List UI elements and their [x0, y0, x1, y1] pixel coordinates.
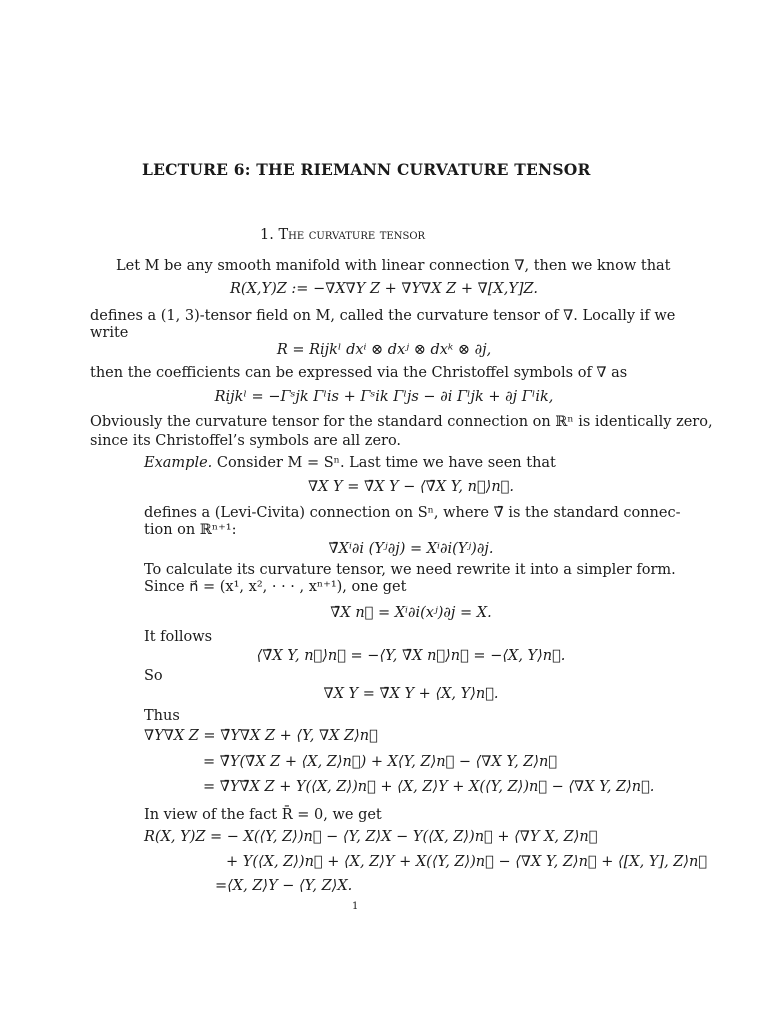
- paragraph-line: It follows: [144, 629, 213, 645]
- equation-second-derivative-3: = ∇̄Y∇̄X Z + Y(⟨X, Z⟩)n⃗ + ⟨X, Z⟩Y + X(⟨Y, Z⟩)n⃗ − ⟨∇X Y, Z⟩n⃗.: [203, 779, 655, 795]
- section-heading: [260, 227, 425, 244]
- paragraph-line: Obviously the curvature tensor for the standard connection on ℝⁿ is identically zero,: [90, 414, 713, 430]
- equation-simplified-connection: ∇X Y = ∇̄X Y + ⟨X, Y⟩n⃗.: [323, 686, 499, 702]
- equation-curvature-result-1: R(X, Y)Z = − X(⟨Y, Z⟩)n⃗ − ⟨Y, Z⟩X − Y(⟨X, Z⟩)n⃗ + ⟨∇Y X, Z⟩n⃗: [144, 829, 598, 845]
- equation-second-derivative-1: ∇Y∇X Z = ∇̄Y∇X Z + ⟨Y, ∇X Z⟩n⃗: [144, 728, 378, 744]
- page-title: LECTURE 6: THE RIEMANN CURVATURE TENSOR: [142, 160, 591, 179]
- page-number: 1: [352, 901, 359, 912]
- equation-christoffel: Rijkˡ = −Γˢjk Γˡis + Γˢik Γˡjs − ∂i Γˡjk + ∂j Γˡik,: [214, 389, 554, 405]
- example-text: Consider M = Sⁿ. Last time we have seen that: [212, 455, 556, 471]
- paragraph-line: defines a (1, 3)-tensor field on M, called the curvature tensor of ∇. Locally if we: [90, 308, 676, 324]
- section-number: 1.: [260, 227, 274, 243]
- section-title: The curvature tensor: [278, 227, 426, 243]
- equation-inner-product: ⟨∇̄X Y, n⃗⟩n⃗ = −⟨Y, ∇̄X n⃗⟩n⃗ = −⟨X, Y⟩n⃗.: [256, 648, 566, 664]
- example-label: Example.: [144, 455, 213, 471]
- paragraph-line: In view of the fact R̄ = 0, we get: [144, 807, 382, 823]
- paragraph-line: Thus: [144, 708, 180, 724]
- paragraph-line: tion on ℝⁿ⁺¹:: [144, 522, 237, 538]
- equation-local-form: R = Rijkˡ dxⁱ ⊗ dxʲ ⊗ dxᵏ ⊗ ∂j,: [276, 342, 492, 358]
- paragraph-line: Since n⃗ = (x¹, x², · · · , xⁿ⁺¹), one get: [144, 579, 407, 595]
- example-line: [144, 455, 556, 472]
- equation-curvature-result-3: =⟨X, Z⟩Y − ⟨Y, Z⟩X.: [215, 878, 353, 894]
- equation-normal-derivative: ∇̄X n⃗ = Xⁱ∂i(xʲ)∂j = X.: [330, 605, 492, 621]
- equation-standard-connection: ∇̄Xⁱ∂i (Yʲ∂j) = Xⁱ∂i(Yʲ)∂j.: [328, 541, 494, 557]
- paragraph-line: To calculate its curvature tensor, we need rewrite it into a simpler form.: [144, 562, 676, 578]
- equation-sphere-connection: ∇X Y = ∇̄X Y − ⟨∇̄X Y, n⃗⟩n⃗.: [308, 479, 514, 495]
- paragraph-line: then the coefficients can be expressed via the Christoffel symbols of ∇ as: [90, 365, 628, 381]
- paragraph-line: Let M be any smooth manifold with linear connection ∇, then we know that: [116, 258, 671, 274]
- paragraph-line: defines a (Levi-Civita) connection on Sⁿ, where ∇̄ is the standard connec-: [144, 505, 681, 521]
- paragraph-line: write: [90, 325, 129, 341]
- equation-second-derivative-2: = ∇̄Y(∇̄X Z + ⟨X, Z⟩n⃗) + X⟨Y, Z⟩n⃗ − ⟨∇X Y, Z⟩n⃗: [203, 754, 558, 770]
- paragraph-line: So: [144, 668, 163, 684]
- equation-curvature-definition: R(X,Y)Z := −∇X∇Y Z + ∇Y∇X Z + ∇[X,Y]Z.: [230, 281, 538, 297]
- paragraph-line: since its Christoffel’s symbols are all zero.: [90, 433, 402, 449]
- equation-curvature-result-2: + Y(⟨X, Z⟩)n⃗ + ⟨X, Z⟩Y + X(⟨Y, Z⟩)n⃗ − ⟨∇X Y, Z⟩n⃗ + ⟨[X, Y], Z⟩n⃗: [226, 854, 708, 870]
